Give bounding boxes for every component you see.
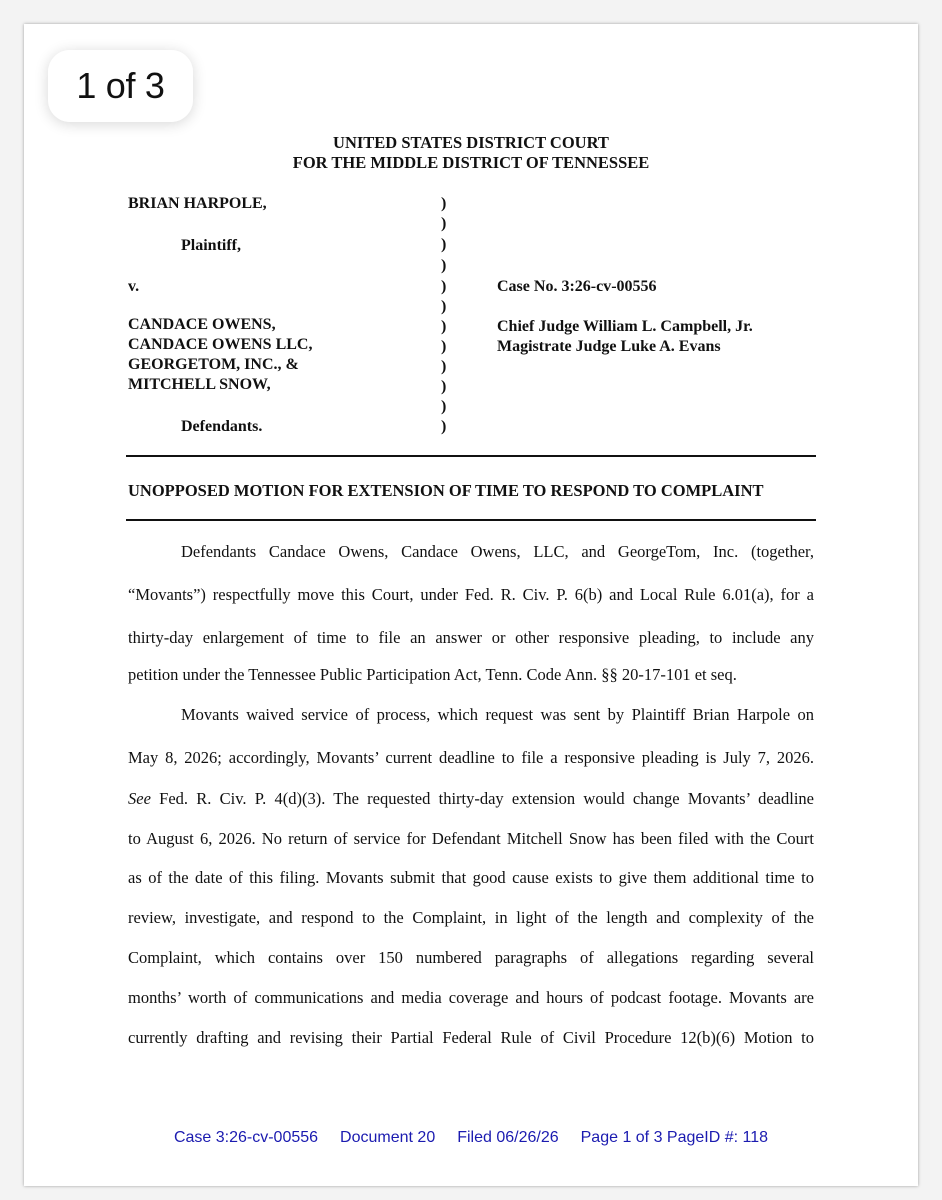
caption-parenthesis: ) [441, 298, 447, 315]
footer-document: Document 20 [340, 1129, 436, 1146]
caption-parenthesis: ) [441, 278, 447, 295]
defendant-name: CANDACE OWENS LLC, [128, 336, 313, 353]
plaintiff-role: Plaintiff, [181, 237, 241, 254]
magistrate-judge: Magistrate Judge Luke A. Evans [497, 338, 721, 355]
body-line: “Movants”) respectfully move this Court, under Fed. R. Civ. P. 6(b) and Local Rule 6.01(a), for a [128, 585, 814, 604]
body-line: months’ worth of communications and media coverage and hours of podcast footage. Movants are [128, 988, 814, 1007]
defendant-name: GEORGETOM, INC., & [128, 356, 299, 373]
caption-parenthesis: ) [441, 398, 447, 415]
footer-filed: Filed 06/26/26 [457, 1129, 559, 1146]
caption-parenthesis: ) [441, 418, 447, 435]
body-line-rest: Fed. R. Civ. P. 4(d)(3). The requested thirty-day extension would change Movants’ deadline [150, 789, 814, 808]
chief-judge: Chief Judge William L. Campbell, Jr. [497, 318, 753, 335]
caption-parenthesis: ) [441, 257, 447, 274]
see-signal: See [128, 789, 151, 808]
court-name-line-2: FOR THE MIDDLE DISTRICT OF TENNESSEE [292, 153, 650, 172]
body-line: currently drafting and revising their Partial Federal Rule of Civil Procedure 12(b)(6) Motion to [128, 1028, 814, 1047]
body-line: May 8, 2026; accordingly, Movants’ current deadline to file a responsive pleading is July 7, 2026. [128, 748, 814, 767]
title-rule-bottom [126, 519, 816, 521]
caption-parenthesis: ) [441, 338, 447, 355]
plaintiff-name: BRIAN HARPOLE, [128, 195, 267, 212]
caption-parenthesis: ) [441, 358, 447, 375]
body-line: as of the date of this filing. Movants submit that good cause exists to give them additional time to [128, 868, 814, 887]
body-line: thirty-day enlargement of time to file an answer or other responsive pleading, to include any [128, 628, 814, 647]
motion-title: UNOPPOSED MOTION FOR EXTENSION OF TIME TO RESPOND TO COMPLAINT [128, 481, 764, 500]
page-indicator-badge: 1 of 3 [48, 50, 193, 122]
caption-parenthesis: ) [441, 236, 447, 253]
body-line [128, 789, 814, 809]
body-line: Defendants Candace Owens, Candace Owens, LLC, and GeorgeTom, Inc. (together, [181, 542, 814, 561]
footer-case: Case 3:26-cv-00556 [173, 1129, 319, 1146]
defendants-role: Defendants. [181, 418, 263, 435]
caption-parenthesis: ) [441, 378, 447, 395]
caption-parenthesis: ) [441, 215, 447, 232]
body-line: petition under the Tennessee Public Participation Act, Tenn. Code Ann. §§ 20-17-101 et seq. [128, 665, 737, 684]
body-line: to August 6, 2026. No return of service for Defendant Mitchell Snow has been filed with the Court [128, 829, 814, 848]
body-line: Movants waived service of process, which request was sent by Plaintiff Brian Harpole on [181, 705, 814, 724]
body-line: Complaint, which contains over 150 numbered paragraphs of allegations regarding several [128, 948, 814, 967]
court-name-line-1: UNITED STATES DISTRICT COURT [333, 133, 609, 152]
caption-parenthesis: ) [441, 195, 447, 212]
defendant-name: MITCHELL SNOW, [128, 376, 271, 393]
case-number: Case No. 3:26-cv-00556 [497, 278, 657, 295]
body-line: review, investigate, and respond to the Complaint, in light of the length and complexity of the [128, 908, 814, 927]
defendant-name: CANDACE OWENS, [128, 316, 276, 333]
footer-page: Page 1 of 3 PageID #: 118 [580, 1129, 769, 1146]
title-rule-top [126, 455, 816, 457]
caption-parenthesis: ) [441, 318, 447, 335]
versus-label: v. [128, 278, 140, 295]
filing-footer [0, 1129, 942, 1147]
